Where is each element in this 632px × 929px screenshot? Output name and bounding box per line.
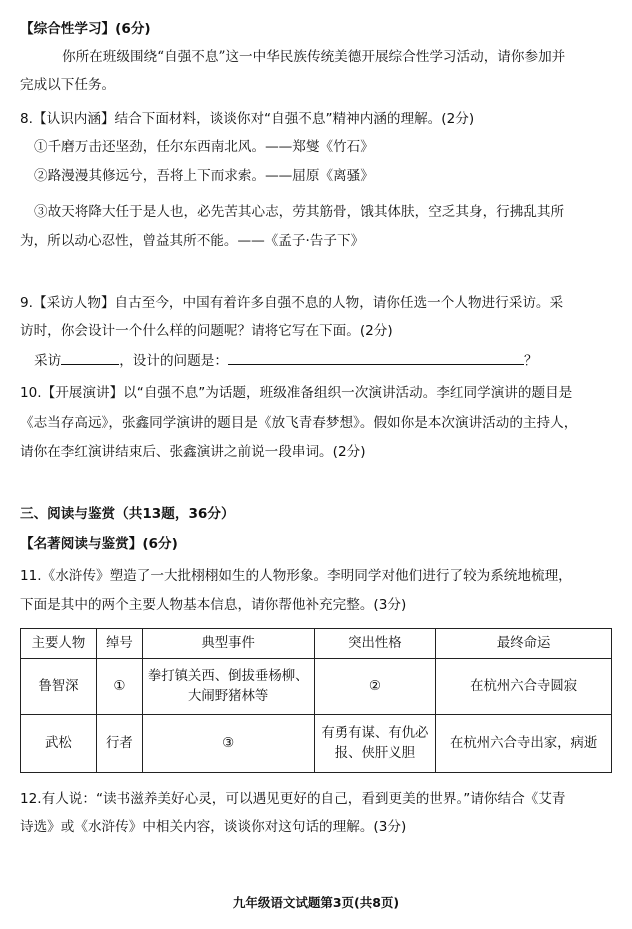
events-cell: 拳打镇关西、倒拔垂杨柳、大闹野猪林等 <box>142 659 314 715</box>
q8-item3-line2: 为，所以动心忍性，曾益其所不能。——《孟子·告子下》 <box>20 233 365 249</box>
character-info-table <box>20 628 612 773</box>
section-comprehensive-heading: 【综合性学习】(6分) <box>20 21 151 37</box>
page-footer: 九年级语文试题第3页(共8页) <box>232 895 400 910</box>
q8-prompt: 8.【认识内涵】结合下面材料，谈谈你对“自强不息”精神内涵的理解。(2分) <box>20 111 475 127</box>
q9-answer-end: ？ <box>523 353 538 369</box>
q8-item2: ②路漫漫其修远兮，吾将上下而求索。——屈原《离骚》 <box>34 168 374 184</box>
traits-cell: 有勇有谋、有仇必报、侠肝义胆 <box>314 715 436 773</box>
q9-prompt-line1: 9.【采访人物】自古至今，中国有着许多自强不息的人物，请你任选一个人物进行采访。采 <box>20 295 564 311</box>
q8-item3-line1: ③故天将降大任于是人也，必先苦其心志，劳其筋骨，饿其体肤，空乏其身，行拂乱其所 <box>34 204 565 220</box>
q11-line1: 11.《水浒传》塑造了一大批栩栩如生的人物形象。李明同学对他们进行了较为系统地梳理， <box>20 568 572 584</box>
q9-answer-prefix: 采访 <box>34 353 62 369</box>
header-cell: 典型事件 <box>142 629 314 659</box>
fate-cell: 在杭州六合寺圆寂 <box>436 659 612 715</box>
section3-subheading: 【名著阅读与鉴赏】(6分) <box>20 536 178 552</box>
q12-line1: 12.有人说：“读书滋养美好心灵，可以遇见更好的自己，看到更美的世界。”请你结合《艾青 <box>20 791 566 807</box>
q10-line3: 请你在李红演讲结束后、张鑫演讲之前说一段串词。(2分) <box>20 444 366 460</box>
character-name: 武松 <box>21 715 97 773</box>
character-name: 鲁智深 <box>21 659 97 715</box>
q10-line2: 《志当存高远》，张鑫同学演讲的题目是《放飞青春梦想》。假如你是本次演讲活动的主持人， <box>20 415 578 431</box>
traits-blank[interactable]: ② <box>314 659 436 715</box>
nickname-blank[interactable]: ① <box>96 659 142 715</box>
q12-line2: 诗选》或《水浒传》中相关内容，谈谈你对这句话的理解。(3分) <box>20 819 407 835</box>
table-row <box>21 715 612 773</box>
q9-question-blank[interactable] <box>228 350 524 365</box>
q8-item1: ①千磨万击还坚劲，任尔东西南北风。——郑燮《竹石》 <box>34 139 374 155</box>
nickname-cell: 行者 <box>96 715 142 773</box>
section-intro-line1: 你所在班级围绕“自强不息”这一中华民族传统美德开展综合性学习活动，请你参加并 <box>62 49 566 65</box>
fate-cell: 在杭州六合寺出家，病逝 <box>436 715 612 773</box>
events-blank[interactable]: ③ <box>142 715 314 773</box>
header-cell: 主要人物 <box>21 629 97 659</box>
q9-answer-mid: ，设计的问题是： <box>119 353 228 369</box>
q9-prompt-line2: 访时，你会设计一个什么样的问题呢？请将它写在下面。(2分) <box>20 323 393 339</box>
section3-heading: 三、阅读与鉴赏（共13题，36分） <box>20 506 235 522</box>
q11-line2: 下面是其中的两个主要人物基本信息，请你帮他补充完整。(3分) <box>20 597 407 613</box>
header-cell: 最终命运 <box>436 629 612 659</box>
header-cell: 绰号 <box>96 629 142 659</box>
q10-line1: 10.【开展演讲】以“自强不息”为话题，班级准备组织一次演讲活动。李红同学演讲的题目是 <box>20 385 573 401</box>
header-cell: 突出性格 <box>314 629 436 659</box>
table-header-row <box>21 629 612 659</box>
q9-answer-line <box>34 350 620 372</box>
table-row <box>21 659 612 715</box>
section-intro-line2: 完成以下任务。 <box>20 77 116 93</box>
q9-person-blank[interactable] <box>61 350 119 365</box>
